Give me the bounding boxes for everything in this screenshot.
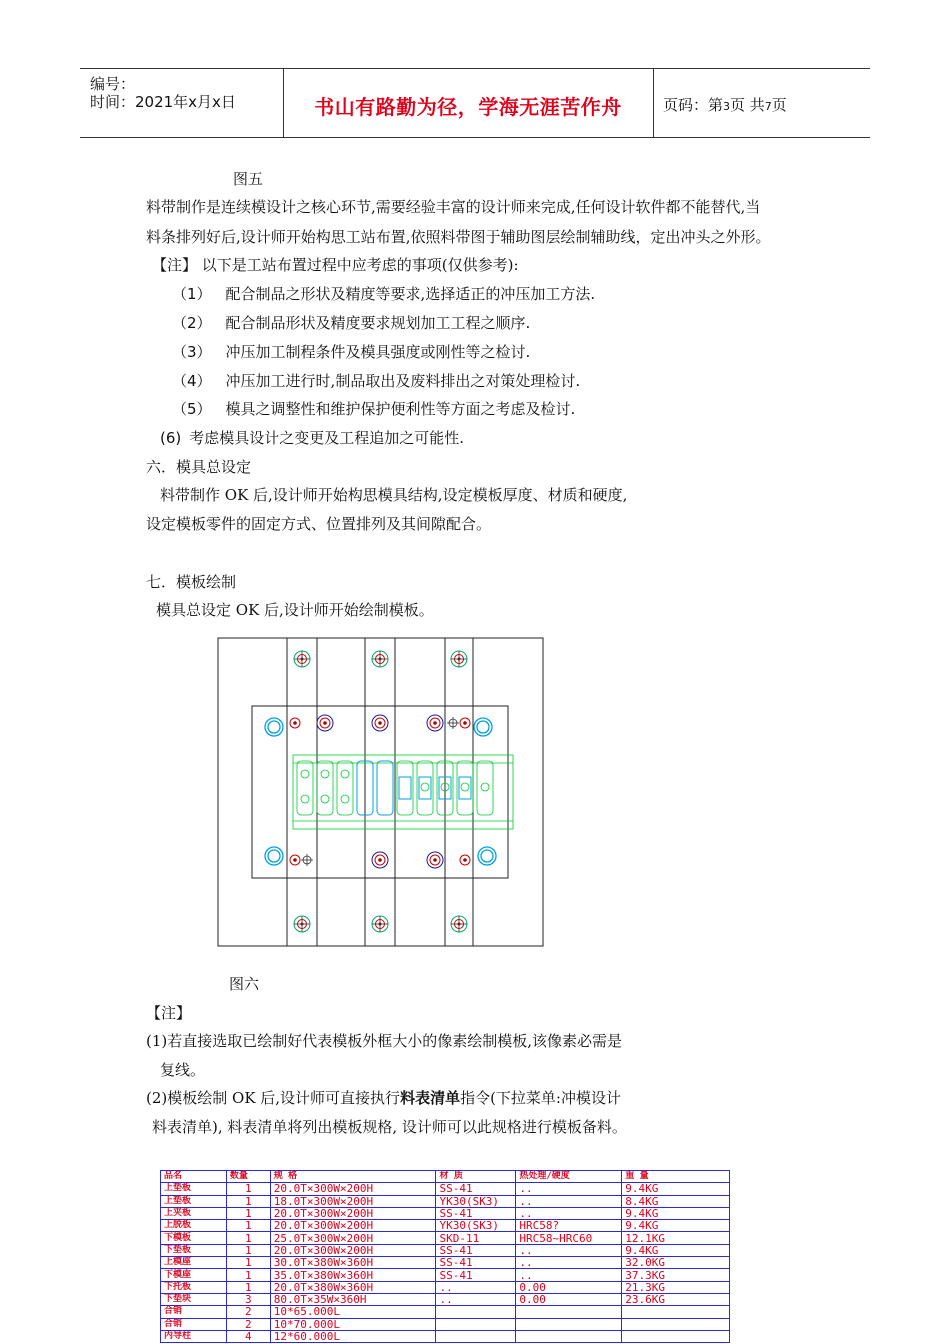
table-cell: 30.0T×380W×360H [270, 1257, 436, 1269]
section-7-title: 七．模板绘制 [146, 573, 237, 591]
header-page-cell [653, 69, 870, 137]
table-cell: 21.3KG [622, 1281, 730, 1293]
table-cell: SS-41 [436, 1244, 516, 1256]
table-row [161, 1244, 730, 1256]
table-cell: 20.0T×380W×360H [270, 1281, 436, 1293]
table-row [161, 1195, 730, 1207]
section-6-title: 六．模具总设定 [146, 458, 252, 476]
table-cell: 下垫块 [161, 1293, 227, 1305]
table-header-row [161, 1171, 730, 1183]
table-cell: 上垫板 [161, 1183, 227, 1195]
table-cell: 合销 [161, 1318, 227, 1330]
list-item: （2） 配合制品形状及精度要求规划加工工程之顺序. [172, 314, 531, 332]
table-cell: SS-41 [436, 1257, 516, 1269]
paragraph-line: 料条排列好后,设计师开始构思工站布置,依照料带图于辅助图层绘制辅助线，定出冲头之外形。 [146, 228, 771, 246]
paragraph-line: (1)若直接选取已绘制好代表模板外框大小的像素绘制模板,该像素必需是 [146, 1032, 623, 1050]
table-cell: 9.4KG [622, 1207, 730, 1219]
table-cell: 20.0T×300W×200H [270, 1220, 436, 1232]
table-cell: .. [516, 1257, 622, 1269]
table-cell [622, 1306, 730, 1318]
table-cell: 下垫板 [161, 1244, 227, 1256]
motto-text: 书山有路勤为径，学海无涯苦作舟 [314, 95, 622, 119]
table-cell: .. [516, 1183, 622, 1195]
table-cell: 32.0KG [622, 1257, 730, 1269]
table-cell [516, 1318, 622, 1330]
figure-6-caption: 图六 [229, 975, 260, 993]
table-cell: .. [516, 1269, 622, 1281]
table-cell: HRC58~HRC60 [516, 1232, 622, 1244]
parts-list-table [160, 1170, 730, 1343]
table-cell: 4 [226, 1330, 270, 1342]
table-cell: HRC58? [516, 1220, 622, 1232]
time-label: 时间：2021年x月x日 [90, 93, 236, 111]
header-motto-cell [283, 69, 654, 137]
table-cell: 23.6KG [622, 1293, 730, 1305]
table-cell: 下托板 [161, 1281, 227, 1293]
column-header: 重 量 [622, 1171, 730, 1183]
paragraph-line: (2)模板绘制 OK 后,设计师可直接执行料表清单指令(下拉菜单:冲模设计 [146, 1089, 621, 1107]
table-cell: 上脱板 [161, 1220, 227, 1232]
table-cell: 8.4KG [622, 1195, 730, 1207]
table-cell: 1 [226, 1232, 270, 1244]
table-cell: 1 [226, 1257, 270, 1269]
table-cell: 18.0T×300W×200H [270, 1195, 436, 1207]
table-row [161, 1293, 730, 1305]
table-cell: .. [516, 1207, 622, 1219]
table-cell: .. [436, 1293, 516, 1305]
table-cell: 20.0T×300W×200H [270, 1207, 436, 1219]
list-item: (6) 考虑模具设计之变更及工程追加之可能性. [160, 429, 465, 447]
table-cell: 9.4KG [622, 1183, 730, 1195]
table-cell: 1 [226, 1195, 270, 1207]
parts-table-body [161, 1171, 730, 1343]
table-cell: 20.0T×300W×200H [270, 1183, 436, 1195]
table-row [161, 1207, 730, 1219]
table-cell: YK30(SK3) [436, 1220, 516, 1232]
table-cell: 3 [226, 1293, 270, 1305]
list-item: （4） 冲压加工进行时,制品取出及废料排出之对策处理检讨. [172, 372, 581, 390]
table-cell: 1 [226, 1281, 270, 1293]
table-cell [516, 1330, 622, 1342]
table-cell: 合销 [161, 1306, 227, 1318]
column-header: 材 质 [436, 1171, 516, 1183]
table-row [161, 1232, 730, 1244]
table-cell: 80.0T×35W×360H [270, 1293, 436, 1305]
paragraph-line: 模具总设定 OK 后,设计师开始绘制模板。 [156, 601, 434, 619]
table-cell: YK30(SK3) [436, 1195, 516, 1207]
table-row [161, 1257, 730, 1269]
table-cell: 9.4KG [622, 1244, 730, 1256]
note-heading: 【注】 以下是工站布置过程中应考虑的事项(仅供参考): [152, 256, 519, 274]
table-cell: 12*60.000L [270, 1330, 436, 1342]
table-cell: .. [436, 1281, 516, 1293]
paragraph-line: 料带制作 OK 后,设计师开始构思模具结构,设定模板厚度、材质和硬度, [160, 486, 628, 504]
table-cell: SKD-11 [436, 1232, 516, 1244]
table-cell: 下模座 [161, 1269, 227, 1281]
mold-plate-drawing [217, 637, 544, 947]
paragraph-line: 料带制作是连续模设计之核心环节,需要经验丰富的设计师来完成,任何设计软件都不能替代,当 [146, 198, 761, 216]
list-item: （5） 模具之调整性和维护保护便利性等方面之考虑及检讨. [172, 400, 576, 418]
list-item: （1） 配合制品之形状及精度等要求,选择适正的冲压加工方法. [172, 285, 596, 303]
table-cell: 上模座 [161, 1257, 227, 1269]
table-cell: 37.3KG [622, 1269, 730, 1281]
page-header [80, 68, 870, 138]
table-row [161, 1306, 730, 1318]
table-cell: 1 [226, 1207, 270, 1219]
table-cell: 0.00 [516, 1281, 622, 1293]
column-header: 热处理/硬度 [516, 1171, 622, 1183]
table-cell: 1 [226, 1183, 270, 1195]
table-cell: 2 [226, 1306, 270, 1318]
header-info-cell [80, 69, 284, 137]
table-cell [436, 1330, 516, 1342]
column-header: 品名 [161, 1171, 227, 1183]
table-cell: 9.4KG [622, 1220, 730, 1232]
table-cell: .. [516, 1244, 622, 1256]
paragraph-line: 料表清单), 料表清单将列出模板规格, 设计师可以此规格进行模板备料。 [152, 1118, 627, 1136]
table-cell [436, 1306, 516, 1318]
table-row [161, 1220, 730, 1232]
table-row [161, 1281, 730, 1293]
table-row [161, 1269, 730, 1281]
table-cell: SS-41 [436, 1207, 516, 1219]
table-cell: 0.00 [516, 1293, 622, 1305]
table-cell: 20.0T×300W×200H [270, 1244, 436, 1256]
list-item: （3） 冲压加工制程条件及模具强度或刚性等之检讨. [172, 343, 531, 361]
number-label: 编号： [90, 75, 136, 93]
table-cell: 上夹板 [161, 1207, 227, 1219]
paragraph-line: 复线。 [160, 1061, 206, 1079]
table-cell: 1 [226, 1220, 270, 1232]
table-row [161, 1183, 730, 1195]
table-cell: 10*70.000L [270, 1318, 436, 1330]
table-cell: 1 [226, 1244, 270, 1256]
table-cell: 10*65.000L [270, 1306, 436, 1318]
note-heading: 【注】 [146, 1004, 192, 1022]
table-row [161, 1318, 730, 1330]
table-cell: 内导柱 [161, 1330, 227, 1342]
table-cell: 下模板 [161, 1232, 227, 1244]
table-cell: .. [516, 1195, 622, 1207]
table-row [161, 1330, 730, 1342]
table-cell [516, 1306, 622, 1318]
paragraph-line: 设定模板零件的固定方式、位置排列及其间隙配合。 [146, 515, 492, 533]
table-cell: 12.1KG [622, 1232, 730, 1244]
column-header: 数量 [226, 1171, 270, 1183]
table-cell: 上垫板 [161, 1195, 227, 1207]
column-header: 规 格 [270, 1171, 436, 1183]
figure-5-caption: 图五 [233, 170, 264, 188]
table-cell [622, 1318, 730, 1330]
table-cell: 35.0T×380W×360H [270, 1269, 436, 1281]
table-cell: 25.0T×300W×200H [270, 1232, 436, 1244]
table-cell: 2 [226, 1318, 270, 1330]
table-cell: SS-41 [436, 1183, 516, 1195]
table-cell [436, 1318, 516, 1330]
table-cell [622, 1330, 730, 1342]
table-cell: SS-41 [436, 1269, 516, 1281]
table-cell: 1 [226, 1269, 270, 1281]
page-number: 页码：第3页 共7页 [663, 96, 787, 114]
